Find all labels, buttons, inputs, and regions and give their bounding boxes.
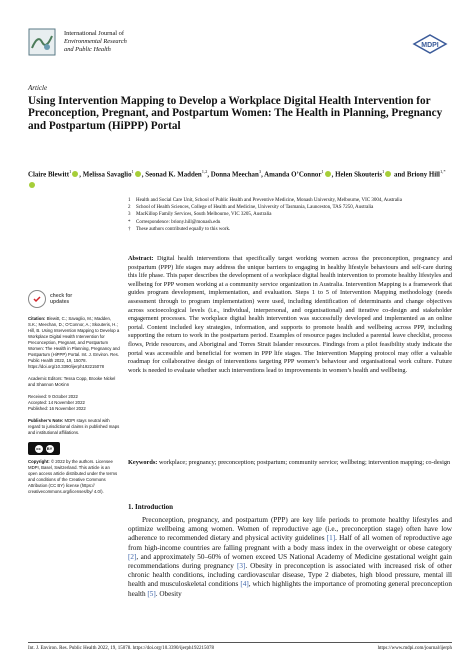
footer-divider	[28, 642, 452, 643]
author-affiliation-mark: 1,*	[439, 169, 446, 174]
affiliation-item: 3 MacKillop Family Services, South Melbourne, VIC 3205, Australia	[128, 212, 272, 218]
published-date: Published: 16 November 2022	[28, 406, 86, 411]
author-affiliation-mark: 1	[131, 169, 134, 174]
author-affiliation-mark: 3	[258, 169, 262, 174]
journal-header	[28, 28, 448, 68]
orcid-icon[interactable]	[29, 182, 35, 188]
received-date: Received: 9 October 2022	[28, 394, 78, 399]
cc-by-license-icon[interactable]: cc BY	[28, 442, 60, 455]
orcid-icon[interactable]	[72, 171, 78, 177]
journal-name: International Journal of Environmental Research and Public Health	[64, 30, 127, 53]
affiliation-item: 2 School of Health Sciences, College of Health and Medicine, University of Tasmania, Launceston, TAS 7250, Australia	[128, 205, 374, 211]
check-for-updates-button[interactable]: check for updates	[28, 290, 120, 308]
reference-link[interactable]: [2]	[128, 552, 137, 561]
author-affiliation-mark: 1	[69, 169, 72, 174]
keywords-text: workplace; pregnancy; preconception; postpartum; community service; wellbeing; intervention mapping; co-design	[158, 459, 451, 466]
author-name[interactable]: Briony Hill	[406, 171, 440, 179]
footer-citation: Int. J. Environ. Res. Public Health 2022, 19, 15078. https://doi.org/10.3390/ijerph192215078	[28, 646, 215, 651]
author-name[interactable]: Helen Skouteris	[335, 171, 383, 179]
section-heading-introduction: 1. Introduction	[128, 503, 173, 511]
affiliation-item: 1 Health and Social Care Unit, School of Public Health and Preventive Medicine, Monash University, Melbourne, VIC 3004, Australia	[128, 198, 402, 203]
copyright-block: Copyright: © 2022 by the authors. Licensee MDPI, Basel, Switzerland. This article is an open access article distributed under the terms and conditions of the Creative Commons Attribution (CC BY) license (https:// creativecommons.org/licenses/by/ 4.0/).	[28, 459, 118, 494]
publisher-note: Publisher’s Note: MDPI stays neutral with regard to jurisdictional claims in published maps and institutional affiliations.	[28, 418, 120, 435]
introduction-text: Preconception, pregnancy, and postpartum (PPP) are key life periods to promote healthy lifestyles and optimize wellbeing among women. Women of reproductive age (i.e., preconception stage) often have low adherence to recommended dietary and physical activity guidelines [1]. Half of all women of reproductive age from high-income countries are falling pregnant with a body mass index in the overweight or obese category [2], and approximately 50–60% of women exceed US National Academy of Medicine gestational weight gain recommendations during pregnancy [3]. Obesity in preconception is associated with increased risk of other chronic health conditions, including cardiovascular disease, Type 2 diabetes, high blood pressure, mental ill health and musculoskeletal conditions [4], which highlights the importance of promoting general preconception health [5]. Obesity	[128, 516, 453, 598]
author-affiliation-mark: 1,2	[201, 169, 208, 174]
abstract-text: Digital health interventions that specifically target working women across the preconception, pregnancy and postpartum (PPP) life stages may address the unique barriers to engaging in healthy lifestyle behaviours and self-care during this life phase. This paper describes the development of a workplace digital health intervention to promote healthy lifestyles and wellbeing for PPP women working at a community service organization in Australia. Intervention Mapping is a framework that guides program development, implementation, and evaluation. Steps 1 to 5 of Intervention Mapping methodology (needs assessment through to program implementation) were used, including identification of determinants and change objectives across socioecological levels (i.e., individual, interpersonal, and organisational) and iterative co-design and stakeholder engagement processes. The workplace digital health intervention was successfully developed and implemented as an online portal. Content included key strategies, information, and supports to promote health and wellbeing across PPP, including supporting the return to work in the postpartum period. Examples of resource pages included a parental leave checklist, process flows, Pride resources, and Aboriginal and Torres Strait Islander resources. Findings from a pilot feasibility study indicate the portal was accessible and beneficial for women in PPP life stages. The Intervention Mapping protocol may offer a valuable roadmap for collaborative design of interventions targeting PPP women’s behaviour and organisational work culture. Future work is needed to evaluate whether such interventions lead to improvements in women’s health and wellbeing.	[128, 255, 453, 374]
journal-logo-icon	[28, 28, 56, 56]
affiliation-item: * Correspondence: briony.hill@monash.edu	[128, 219, 221, 225]
check-updates-icon	[28, 290, 46, 308]
page-footer	[28, 646, 452, 651]
reference-link[interactable]: [3]	[236, 562, 246, 571]
accepted-date: Accepted: 14 November 2022	[28, 400, 85, 405]
author-name[interactable]: Claire Blewitt	[28, 171, 70, 179]
citation-block: Citation: Blewitt, C.; Savaglio, M.; Madden, S.K.; Meechan, D.; O’Connor, A.; Skouteris, H.; Hill, B. Using Intervention Mapping to Develop a Workplace Digital Health Intervention for Preconception, Pregnant, and Postpartum Women: The Health in Planning, Pregnancy and Postpartum (HiPPP) Portal. Int. J. Environ. Res. Public Health 2022, 19, 15078. https://doi.org/10.3390/ijerph192215078	[28, 316, 120, 369]
keywords-label: Keywords:	[128, 459, 158, 466]
mdpi-logo-icon	[412, 34, 448, 56]
article-sidebar	[28, 290, 120, 501]
affiliation-item: † These authors contributed equally to this work.	[128, 226, 231, 232]
footer-journal-url[interactable]: https://www.mdpi.com/journal/ijerph	[377, 646, 452, 651]
affiliations	[128, 197, 452, 233]
orcid-icon[interactable]	[135, 171, 141, 177]
author-list: Claire Blewitt$^1$ , Melissa Savaglio$^1$ , Seonad K. Madden$^{1,2}$, Donna Meechan$^3$, Amanda O’Connor$^1$ , Helen Skouteris$^1$ and Briony Hill$^{1,*}$	[28, 166, 452, 191]
keywords	[128, 459, 452, 468]
reference-link[interactable]: [4]	[240, 580, 249, 589]
orcid-icon[interactable]	[385, 171, 391, 177]
academic-editors: Academic Editors: Tessa Copp, Brooke Nickel and Shannon McKinn	[28, 376, 116, 387]
article-type-label: Article	[28, 84, 48, 92]
dates-block	[28, 394, 120, 412]
abstract-label: Abstract:	[128, 255, 154, 262]
author-name[interactable]: Melissa Savaglio	[82, 171, 132, 179]
author-name[interactable]: Amanda O’Connor	[264, 171, 322, 179]
author-affiliation-mark: 1	[321, 169, 324, 174]
reference-link[interactable]: [1]	[326, 534, 336, 543]
svg-text:MDPI: MDPI	[421, 42, 439, 49]
author-name[interactable]: Seonad K. Madden	[145, 171, 202, 179]
reference-link[interactable]: [5]	[147, 589, 156, 598]
article-title: Using Intervention Mapping to Develop a Workplace Digital Health Intervention for Preconception, Pregnant, and Postpartum Women: The Health in Planning, Pregnancy and Postpartum (HiPPP) Portal	[28, 95, 443, 132]
orcid-icon[interactable]	[325, 171, 331, 177]
author-affiliation-mark: 1	[382, 169, 385, 174]
author-name[interactable]: Donna Meechan	[210, 171, 259, 179]
abstract	[128, 255, 452, 375]
